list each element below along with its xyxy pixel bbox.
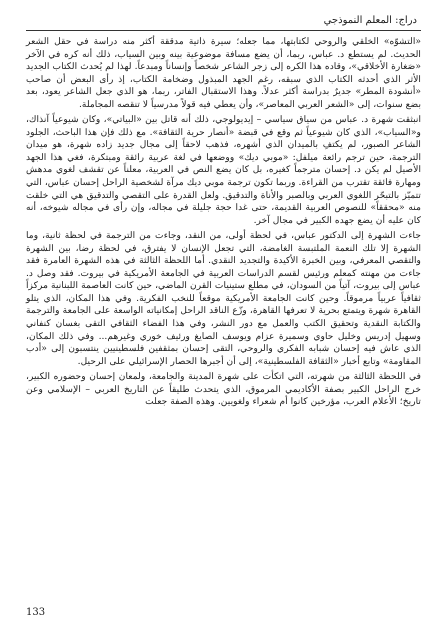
body-text	[26, 36, 421, 412]
header-rule	[26, 30, 421, 31]
paragraph-4: في اللحظة الثالثة من شهرته، التي اتكأت على شهرة المدينة والجامعة، ولمعان إحسان وحضوره الكبير، خرج الراحل الكبير بصفة الأكاديمي المرموق، الذي يتحدث طليقاً عن التاريخ العربي – الإسلامي وعن تاريخ؛ الأعلام العرب، مؤرخين كانوا أم شعراء ولغويين. وهذه الصفة جعلت	[26, 371, 421, 408]
paragraph-3: جاءت الشهرة إلى الدكتور عباس، في لحظة أولى، من النقد، وجاءت من الترجمة في لحظة ثانية، وما الشهرة إلا تلك النعمة الملتبسة الغامضة، التي تجعل الإنسان لا يفترق، في لحظة رضا، بين الشهرة والتقصي المعرفي، وبين الخبرة الأكيدة والتجديد النقدي. أما اللحظة الثالثة في هذه الشهرة العامرة فقد جاءت من مهنته كمعلم ورئيس لقسم الدراسات العربية في الجامعة الأمريكية في بيروت. فقد وصل د. عباس إلى بيروت، آتياً من السودان، في مطلع ستينيات القرن الماضي، حين كانت العاصمة اللبنانية مركزاً ثقافياً عربياً مرموقاً. وحين كانت الجامعة الأمريكية موقعاً للنخب الفكرية. وفي هذا المكان، الذي يتلو القاهرة شهرة ويتمتع بحرية لا تعرفها القاهرة، وزّع الناقد الراحل إمكانياته الواسعة على الجامعة والترجمة والكتابة النقدية وتحقيق الكتب والعمل مع دور النشر، وفي هذا الفضاء الثقافي التقى بغسان كنفاني وسهيل إدريس وخليل حاوي وسميرة عزام ويوسف الصايغ ورئيف خوري وغيرهم... وفي ذلك المكان، الذي عاش فيه إحسان شبابه الفكري والروحي، التقى إحسان بمثقفين فلسطينيين ينتسبون إلى «أدب المقاومة» وتابع أخبار «الثقافة الفلسطينية»، إلى أن أجبرها الحصار الإسرائيلي على الرحيل.	[26, 230, 421, 367]
running-header: دراج: المعلم النموذجي	[323, 15, 417, 26]
paragraph-1: «التشوّه» الخلقي والروحي لكتابتها، مما جعله؛ سيرة ذاتية مدققة أكثر منه دراسة في حقل الشعر الحديث. لم يستطع د. عباس، ربما، أن يضع مسافة موضوعية بينه وبين السياب، ذلك أنه كره في الآخر «صَغارة الأخلاقي»، وقاده هذا الكره إلى زجر الشاعر شخصاً وإنساناً ومبدعاً. لهذا لم يُحدث الكتاب الجديد الأثر الذي أحدثه الكتاب الذي سبقه، رغم الجهد المبذول وضخامة الكتاب، إذ رأى البعض أن صاحب «أنشودة المطر» جديرٌ بدراسة أكثر عدلاً. وهذا الاستقبال الفاتر، ربما، هو الذي جعل الشاعر يعود، بعد بضع سنوات، إلى «الشعر العربي المعاصر»، وأن يعطي فيه قولاً مدرسياً لا تنقصه المجاملة.	[26, 36, 421, 110]
paragraph-2: انبثقت شهرة د. عباس من سياق سياسي – إيديولوجي، ذلك أنه قاتل بين «البياتي»، وكان شيوعياً آنذاك، و«السياب»، الذي كان شيوعياً ثم وقع في قبضة «أنصار حرية الثقافة». مع ذلك فإن هذا الباحث، الجلود الشاعر الصبور، لم يكتفِ بالميدان الذي أشهره، فذهب لاحقاً إلى مجال جديد زاده شهرة، هو ميدان الترجمة، حين ترجم رائعة ميلفل: «موبي ديك» ووضعها في لغة عربية رائقة ومبتكرة، فغي هذا الجهد الأصيل لم يكن د. إحسان مترجماً كغيره، بل كان يضع النص في العربية، معلناً عن تقشف لغوي مدهش ومهارة فائقة تقترب من القراءة. وربما تكون ترجمة موبي ديك مرآة لشخصية الراحل إحسان عباس، التي تتميّز بالتبحّر اللغوي العربي وبالصبر والأناة والتدقيق. ولعل القدرة على التقصي والتدقيق هي التي خلقت منه «محققاً» للنصوص العربية القديمة، حتى غدا حجة جليلة في مجاله، وإن رأى في مجاله شيوخه، أنه كان عليه أن يضع جهده الكبير في مجال آخر.	[26, 114, 421, 226]
page-number: 133	[26, 607, 46, 618]
